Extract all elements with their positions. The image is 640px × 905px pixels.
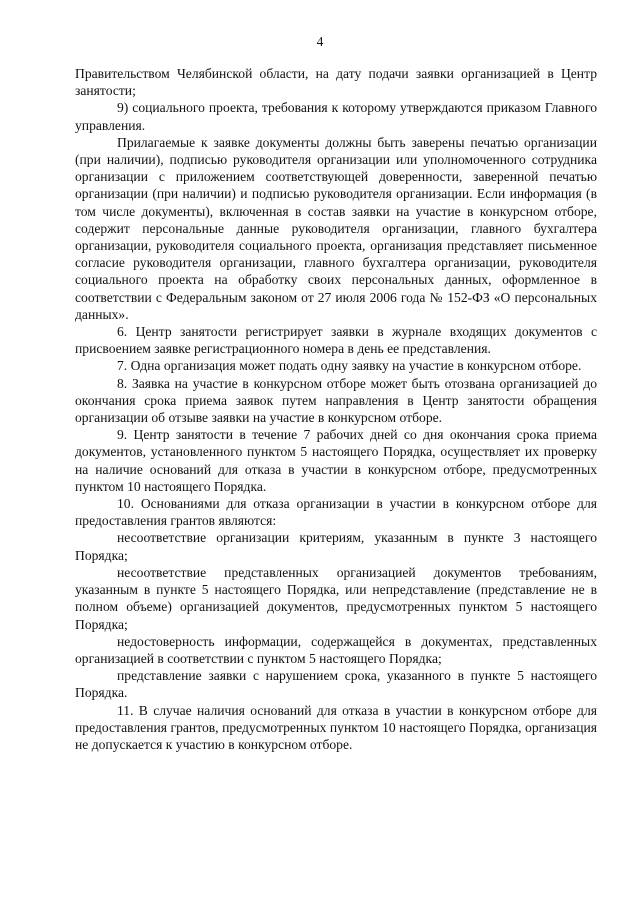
paragraph-attached-documents: Прилагаемые к заявке документы должны быть заверены печатью организации (при наличии), подписью руководителя организации или уполномоченного сотрудника организации с приложением соответствующей доверенности, заверенной печатью организации (при наличии) и подписью руководителя организации. Если информация (в том числе документы), включенная в состав заявки на участие в конкурсном отборе, содержит персональные данные руководителя организации, главного бухгалтера организации, руководителя социального проекта, организация представляет письменное согласие руководителя организации, главного бухгалтера организации, руководителя социального проекта на обработку своих персональных данных, оформленное в соответствии с Федеральным законом от 27 июля 2006 года № 152-ФЗ «О персональных данных». xyxy=(75,134,597,322)
paragraph-10-documents: несоответствие представленных организацией документов требованиям, указанным в пункте 5 настоящего Порядка, или непредставление (представление не в полном объеме) организацией документов, предусмотренных пунктом 5 настоящего Порядка; xyxy=(75,564,597,632)
paragraph-continuation: Правительством Челябинской области, на дату подачи заявки организацией в Центр занятости; xyxy=(75,66,597,99)
paragraph-10-deadline: представление заявки с нарушением срока, указанного в пункте 5 настоящего Порядка. xyxy=(75,668,597,701)
paragraph-8: 8. Заявка на участие в конкурсном отборе может быть отозвана организацией до окончания срока приема заявок путем направления в Центр занятости обращения организации об отзыве заявки на участие в конкурсном отборе. xyxy=(75,375,597,426)
paragraph-11: 11. В случае наличия оснований для отказа в участии в конкурсном отборе для предоставления грантов, предусмотренных пунктом 10 настоящего Порядка, организация не допускается к участию в конкурсном отборе. xyxy=(75,702,597,752)
paragraph-6: 6. Центр занятости регистрирует заявки в журнале входящих документов с присвоением заявке регистрационного номера в день ее представления. xyxy=(75,324,597,357)
paragraph-9: 9. Центр занятости в течение 7 рабочих дней со дня окончания срока приема документов, установленного пунктом 5 настоящего Порядка, осуществляет их проверку на наличие оснований для отказа в участии в конкурсном отборе, предусмотренных пунктом 10 настоящего Порядка. xyxy=(75,427,597,494)
paragraph-10-unreliable: недостоверность информации, содержащейся в документах, представленных организацией в соответствии с пунктом 5 настоящего Порядка; xyxy=(75,633,597,666)
paragraph-10-criteria: несоответствие организации критериям, указанным в пункте 3 настоящего Порядка; xyxy=(75,530,597,563)
paragraph-7: 7. Одна организация может подать одну заявку на участие в конкурсном отборе. xyxy=(117,358,582,374)
paragraph-10: 10. Основаниями для отказа организации в участии в конкурсном отборе для предоставления грантов являются: xyxy=(75,496,597,529)
document-body xyxy=(75,65,597,753)
paragraph-item-9: 9) социального проекта, требования к которому утверждаются приказом Главного управления. xyxy=(75,100,597,133)
page-number: 4 xyxy=(316,34,324,49)
